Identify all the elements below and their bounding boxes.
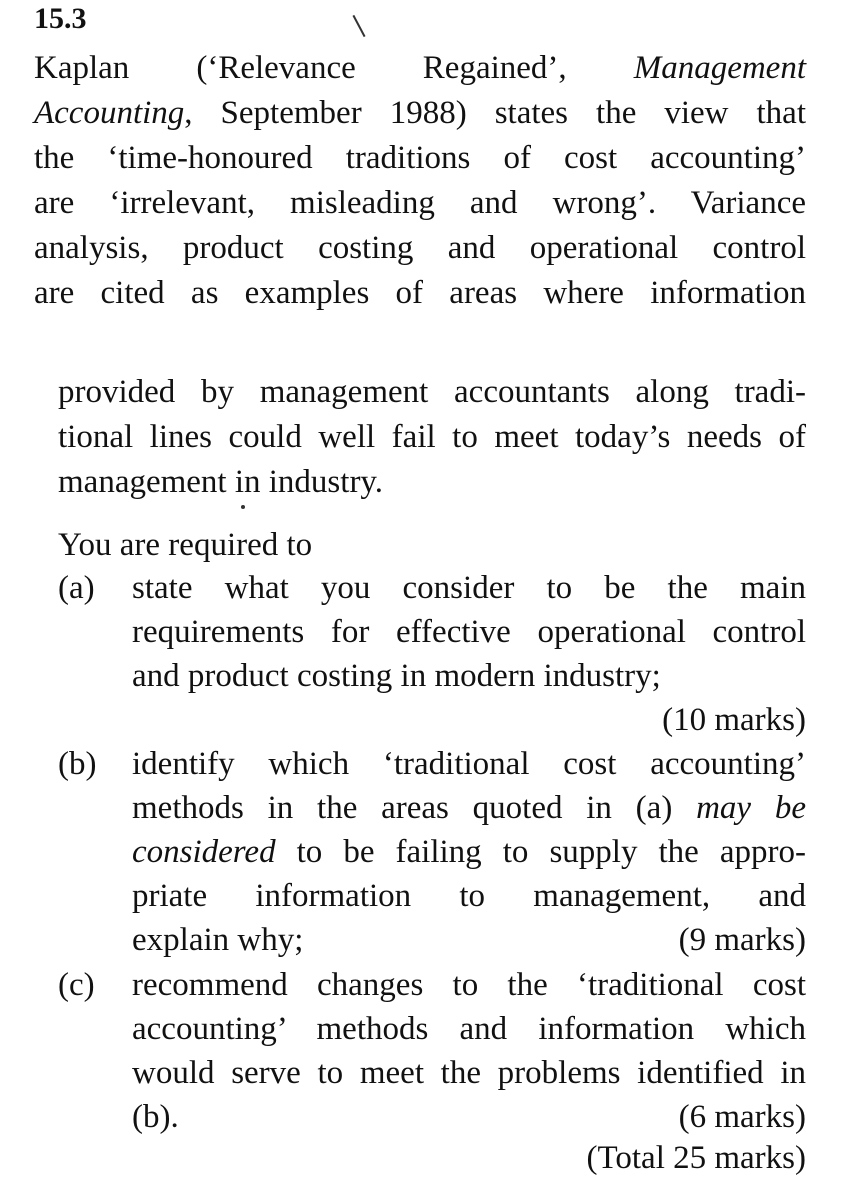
total-marks: (Total 25 marks)	[586, 1140, 806, 1176]
part-b-line-5	[132, 918, 806, 962]
intro-paragraph	[34, 46, 806, 316]
intro-line-6: are cited as examples of areas where information	[34, 275, 806, 311]
part-b-line-1: identify which ‘traditional cost accounting’	[132, 746, 806, 782]
part-b-line-5-text: explain why;	[132, 922, 304, 958]
part-b-body	[132, 742, 806, 962]
pen-tick-mark	[352, 15, 365, 37]
requirement-intro: You are required to	[58, 527, 313, 563]
part-a-marks: (10 marks)	[662, 702, 806, 738]
part-c-line-1: recommend changes to the ‘traditional cost	[132, 967, 806, 1003]
intro-line-1: Kaplan (‘Relevance Regained’, Management	[34, 50, 806, 86]
part-c	[58, 963, 806, 1143]
part-a-line-1: state what you consider to be the main	[132, 570, 806, 606]
part-a-line-3: and product costing in modern industry;	[132, 658, 661, 694]
part-a-body	[132, 566, 806, 742]
part-a	[58, 566, 806, 746]
part-c-line-3: would serve to meet the problems identified in	[132, 1055, 806, 1091]
part-c-marks: (6 marks)	[678, 1099, 806, 1135]
part-a-label: (a)	[58, 570, 95, 606]
question-number: 15.3	[34, 2, 87, 35]
intro-line-5: analysis, product costing and operational control	[34, 230, 806, 266]
part-a-line-2: requirements for effective operational control	[132, 614, 806, 650]
part-b-line-3: considered to be failing to supply the appro-	[132, 834, 806, 870]
part-b-marks: (9 marks)	[678, 922, 806, 958]
continuation-line-1: provided by management accountants along tradi-	[58, 374, 806, 410]
intro-line-2: Accounting, September 1988) states the view that	[34, 95, 806, 131]
continuation-paragraph	[58, 370, 806, 505]
continuation-line-2: tional lines could well fail to meet today’s needs of	[58, 419, 806, 455]
part-c-line-2: accounting’ methods and information which	[132, 1011, 806, 1047]
stray-dot-mark	[241, 505, 245, 509]
intro-line-3: the ‘time-honoured traditions of cost accounting’	[34, 140, 806, 176]
part-b-label: (b)	[58, 746, 97, 782]
intro-line-4: are ‘irrelevant, misleading and wrong’. Variance	[34, 185, 806, 221]
part-b-line-4: priate information to management, and	[132, 878, 806, 914]
part-c-line-4	[132, 1095, 806, 1139]
part-b	[58, 742, 806, 964]
part-b-line-2: methods in the areas quoted in (a) may be	[132, 790, 806, 826]
part-c-body	[132, 963, 806, 1139]
continuation-line-3: management in industry.	[58, 464, 384, 500]
part-c-line-4-text: (b).	[132, 1099, 179, 1135]
part-c-label: (c)	[58, 967, 95, 1003]
